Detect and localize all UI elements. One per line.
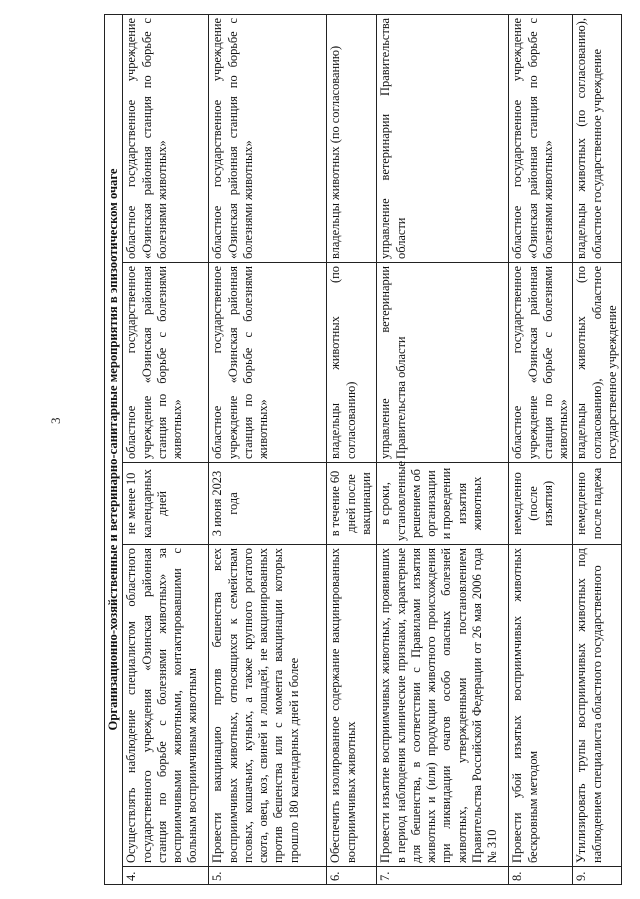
- rotated-table-container: [104, 15, 620, 885]
- term-cell: в течение 60 дней после вакцинации: [327, 463, 377, 545]
- term-cell: не менее 10 календарных дней: [123, 463, 209, 545]
- term-cell: немедленно (после изъятия): [509, 463, 573, 545]
- executor-cell: областное государственное учреждение «Озинская районная станция по борьбе с болезнями животных»: [209, 263, 327, 463]
- co-executor-cell: владельцы животных (по согласованию): [327, 14, 377, 262]
- executor-cell: областное государственное учреждение «Озинская районная станция по борьбе с болезнями животных»: [123, 263, 209, 463]
- measure-cell: Провести изъятие восприимчивых животных, проявивших в период наблюдения клинические признаки, характерные для бешенства, в соответствии с Правилами изъятия животных и (или) продукции животного происхождения при ликвидации очагов особо опасных болезней животных, утвержденными постановлением Правительства Российской Федерации от 26 мая 2006 года № 310: [377, 545, 509, 867]
- page-number: 3: [48, 417, 63, 424]
- row-number: 8.: [509, 867, 573, 885]
- executor-cell: владельцы животных (по согласованию): [327, 263, 377, 463]
- row-number: 4.: [123, 867, 209, 885]
- row-number: 9.: [573, 867, 622, 885]
- executor-cell: областное государственное учреждение «Озинская районная станция по борьбе с болезнями животных»: [509, 263, 573, 463]
- measure-cell: Обеспечить изолированное содержание вакцинированных восприимчивых животных: [327, 545, 377, 867]
- executor-cell: управление ветеринарии Правительства области: [377, 263, 509, 463]
- table-row: [327, 14, 377, 884]
- term-cell: немедленно после падежа: [573, 463, 622, 545]
- section-header-row: [105, 14, 123, 884]
- term-cell: в сроки, установленные решением об организации и проведении изъятия животных: [377, 463, 509, 545]
- co-executor-cell: управление ветеринарии Правительства области: [377, 14, 509, 262]
- co-executor-cell: владельцы животных (по согласованию), областное государственное учреждение: [573, 14, 622, 262]
- section-title: Организационно-хозяйственные и ветеринарно-санитарные мероприятия в эпизоотическом очаге: [105, 14, 123, 884]
- measure-cell: Осуществлять наблюдение специалистом областного государственного учреждения «Озинская районная станция по борьбе с болезнями животных» за восприимчивыми животными, контактировавшими с больным восприимчивым животным: [123, 545, 209, 867]
- row-number: 5.: [209, 867, 327, 885]
- term-cell: 3 июня 2023 года: [209, 463, 327, 545]
- row-number: 6.: [327, 867, 377, 885]
- table-row: [573, 14, 622, 884]
- co-executor-cell: областное государственное учреждение «Озинская районная станция по борьбе с болезнями животных»: [123, 14, 209, 262]
- row-number: 7.: [377, 867, 509, 885]
- measure-cell: Провести убой изъятых восприимчивых животных бескровным методом: [509, 545, 573, 867]
- table-row: [123, 14, 209, 884]
- executor-cell: владельцы животных (по согласованию), областное государственное учреждение: [573, 263, 622, 463]
- table-row: [509, 14, 573, 884]
- measure-cell: Провести вакцинацию против бешенства всех восприимчивых животных, относящихся к семействам псовых, кошачьих, куньих, а также крупного рогатого скота, овец, коз, свиней и лошадей, не вакцинированных против бешенства или с момента вакцинации которых прошло 180 календарных дней и более: [209, 545, 327, 867]
- co-executor-cell: областное государственное учреждение «Озинская районная станция по борьбе с болезнями животных»: [509, 14, 573, 262]
- measures-table: [104, 14, 622, 885]
- measure-cell: Утилизировать трупы восприимчивых животных под наблюдением специалиста областного государственного: [573, 545, 622, 867]
- table-row: [377, 14, 509, 884]
- co-executor-cell: областное государственное учреждение «Озинская районная станция по борьбе с болезнями животных»: [209, 14, 327, 262]
- table-row: [209, 14, 327, 884]
